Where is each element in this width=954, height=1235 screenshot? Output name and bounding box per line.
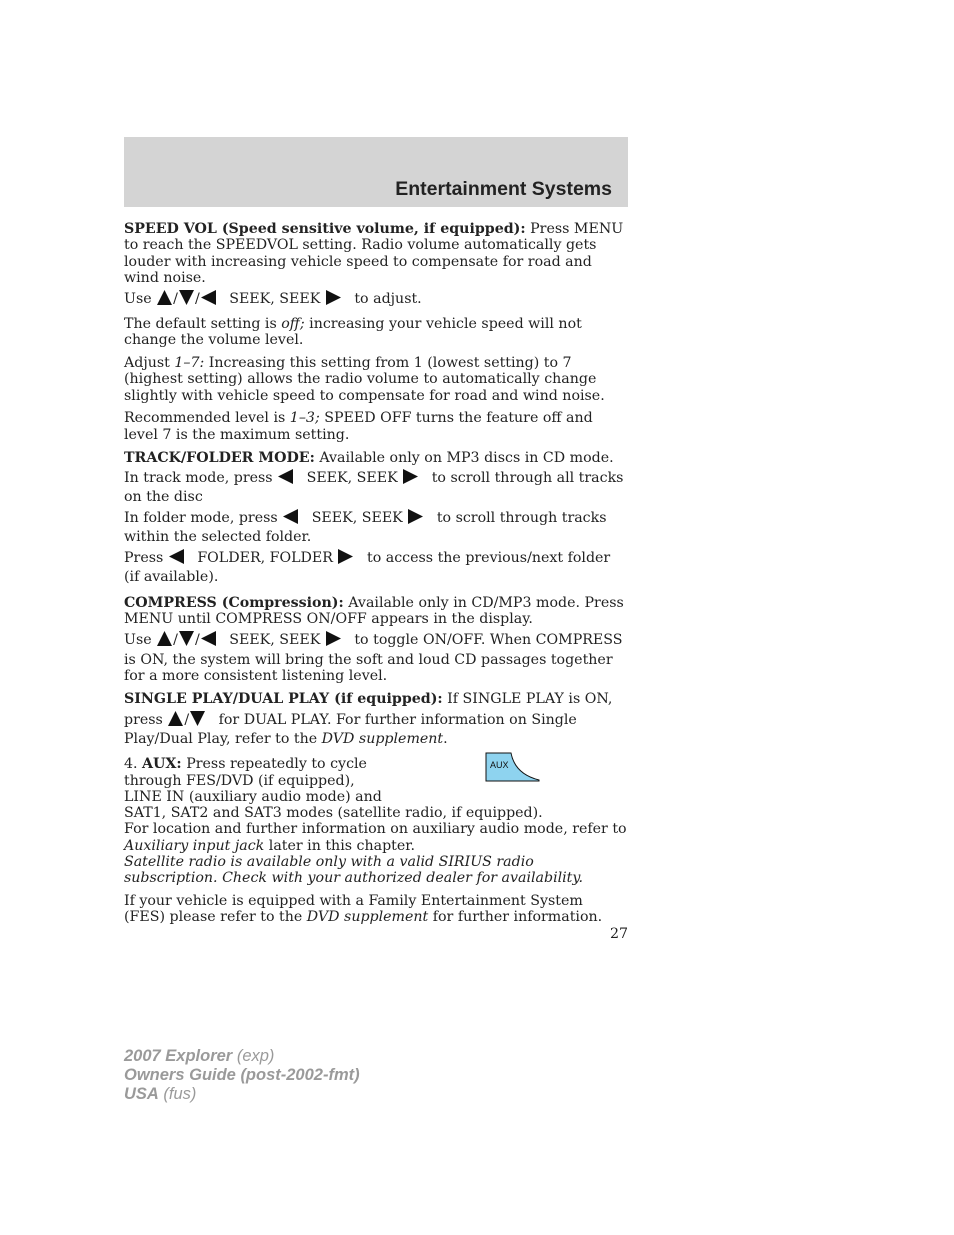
page-number: 27 [609,926,628,942]
section-header [124,137,628,207]
footer-line-model: 2007 Explorer (exp) [124,1047,275,1065]
up-arrow-icon [167,710,184,727]
fes-paragraph: If your vehicle is equipped with a Family Entertainment System (FES) please refer to the DVD supplement for further information. [124,893,603,926]
down-arrow-icon [189,710,206,727]
compress-heading: COMPRESS (Compression): [124,594,344,611]
speed-vol-heading: SPEED VOL (Speed sensitive volume, if equipped): [124,221,526,237]
footer-line-region: USA (fus) [124,1085,197,1103]
folder-press-line: Press FOLDER, FOLDER to access the previous/next folder (if available). [124,549,611,586]
aux-location: For location and further information on auxiliary audio mode, refer to Auxiliary input jack later in this chapter. [124,821,627,854]
compress-continuation: is ON, the system will bring the soft and loud CD passages together for a more consistent listening level. [124,652,613,685]
speed-vol-default: The default setting is off; increasing your vehicle speed will not change the volume level. [124,315,582,349]
left-arrow-icon [168,548,185,565]
down-arrow-icon [178,289,195,306]
section-title: Entertainment Systems [395,178,612,200]
footer-line-guide: Owners Guide (post-2002-fmt) [124,1066,360,1084]
single-play-paragraph: SINGLE PLAY/DUAL PLAY (if equipped): If SINGLE PLAY is ON, [124,691,613,708]
single-play-controls: press / for DUAL PLAY. For further information on Single Play/Dual Play, refer to the DVD supplement. [124,711,577,748]
single-play-heading: SINGLE PLAY/DUAL PLAY (if equipped): [124,691,443,708]
up-arrow-icon [156,630,173,647]
speed-vol-controls: Use / / SEEK, SEEK to adjust. [124,291,422,308]
speed-vol-recommended: Recommended level is 1–3; SPEED OFF turns the feature off and level 7 is the maximum setting. [124,410,593,443]
right-arrow-icon [337,548,354,565]
compress-controls: Use / / SEEK, SEEK to toggle ON/OFF. When COMPRESS [124,632,623,649]
compress-paragraph: COMPRESS (Compression): Available only in CD/MP3 mode. Press MENU until COMPRESS ON/OFF appears in the display. [124,594,624,627]
track-folder-paragraph: TRACK/FOLDER MODE: Available only on MP3 discs in CD mode. [124,449,614,466]
left-arrow-icon [277,468,294,485]
satellite-note: Satellite radio is available only with a valid SIRIUS radio subscription. Check with your authorized dealer for availability. [124,853,584,887]
up-arrow-icon [156,289,173,306]
aux-text: 4. AUX: Press repeatedly to cycle through FES/DVD (if equipped), LINE IN (auxiliary audio mode) and SAT1, SAT2 and SAT3 modes (satellite radio, if equipped). [124,756,543,822]
aux-button-icon [485,752,541,784]
left-arrow-icon [200,630,217,647]
down-arrow-icon [178,630,195,647]
folder-mode-line: In folder mode, press SEEK, SEEK to scroll through tracks within the selected folder. [124,509,607,546]
document-footer [124,1047,360,1104]
right-arrow-icon [407,508,424,525]
speed-vol-text: Press MENU to reach the SPEEDVOL setting. Radio volume automatically gets louder with increasing vehicle speed to compensate for road and wind noise. [124,221,624,286]
left-arrow-icon [200,289,217,306]
track-mode-line: In track mode, press SEEK, SEEK to scroll through all tracks on the disc [124,469,624,506]
aux-button-label: AUX [490,760,509,771]
right-arrow-icon [325,630,342,647]
track-folder-heading: TRACK/FOLDER MODE: [124,449,315,466]
aux-section [124,756,628,886]
page-content [124,221,628,932]
speed-vol-paragraph [124,221,628,286]
aux-heading: AUX: [142,756,182,773]
left-arrow-icon [282,508,299,525]
speed-vol-adjust: Adjust 1–7: Increasing this setting from 1 (lowest setting) to 7 (highest setting) allows the radio volume to automatically change slightly with vehicle speed to compensate for road and wind noise. [124,354,605,404]
right-arrow-icon [402,468,419,485]
right-arrow-icon [325,289,342,306]
